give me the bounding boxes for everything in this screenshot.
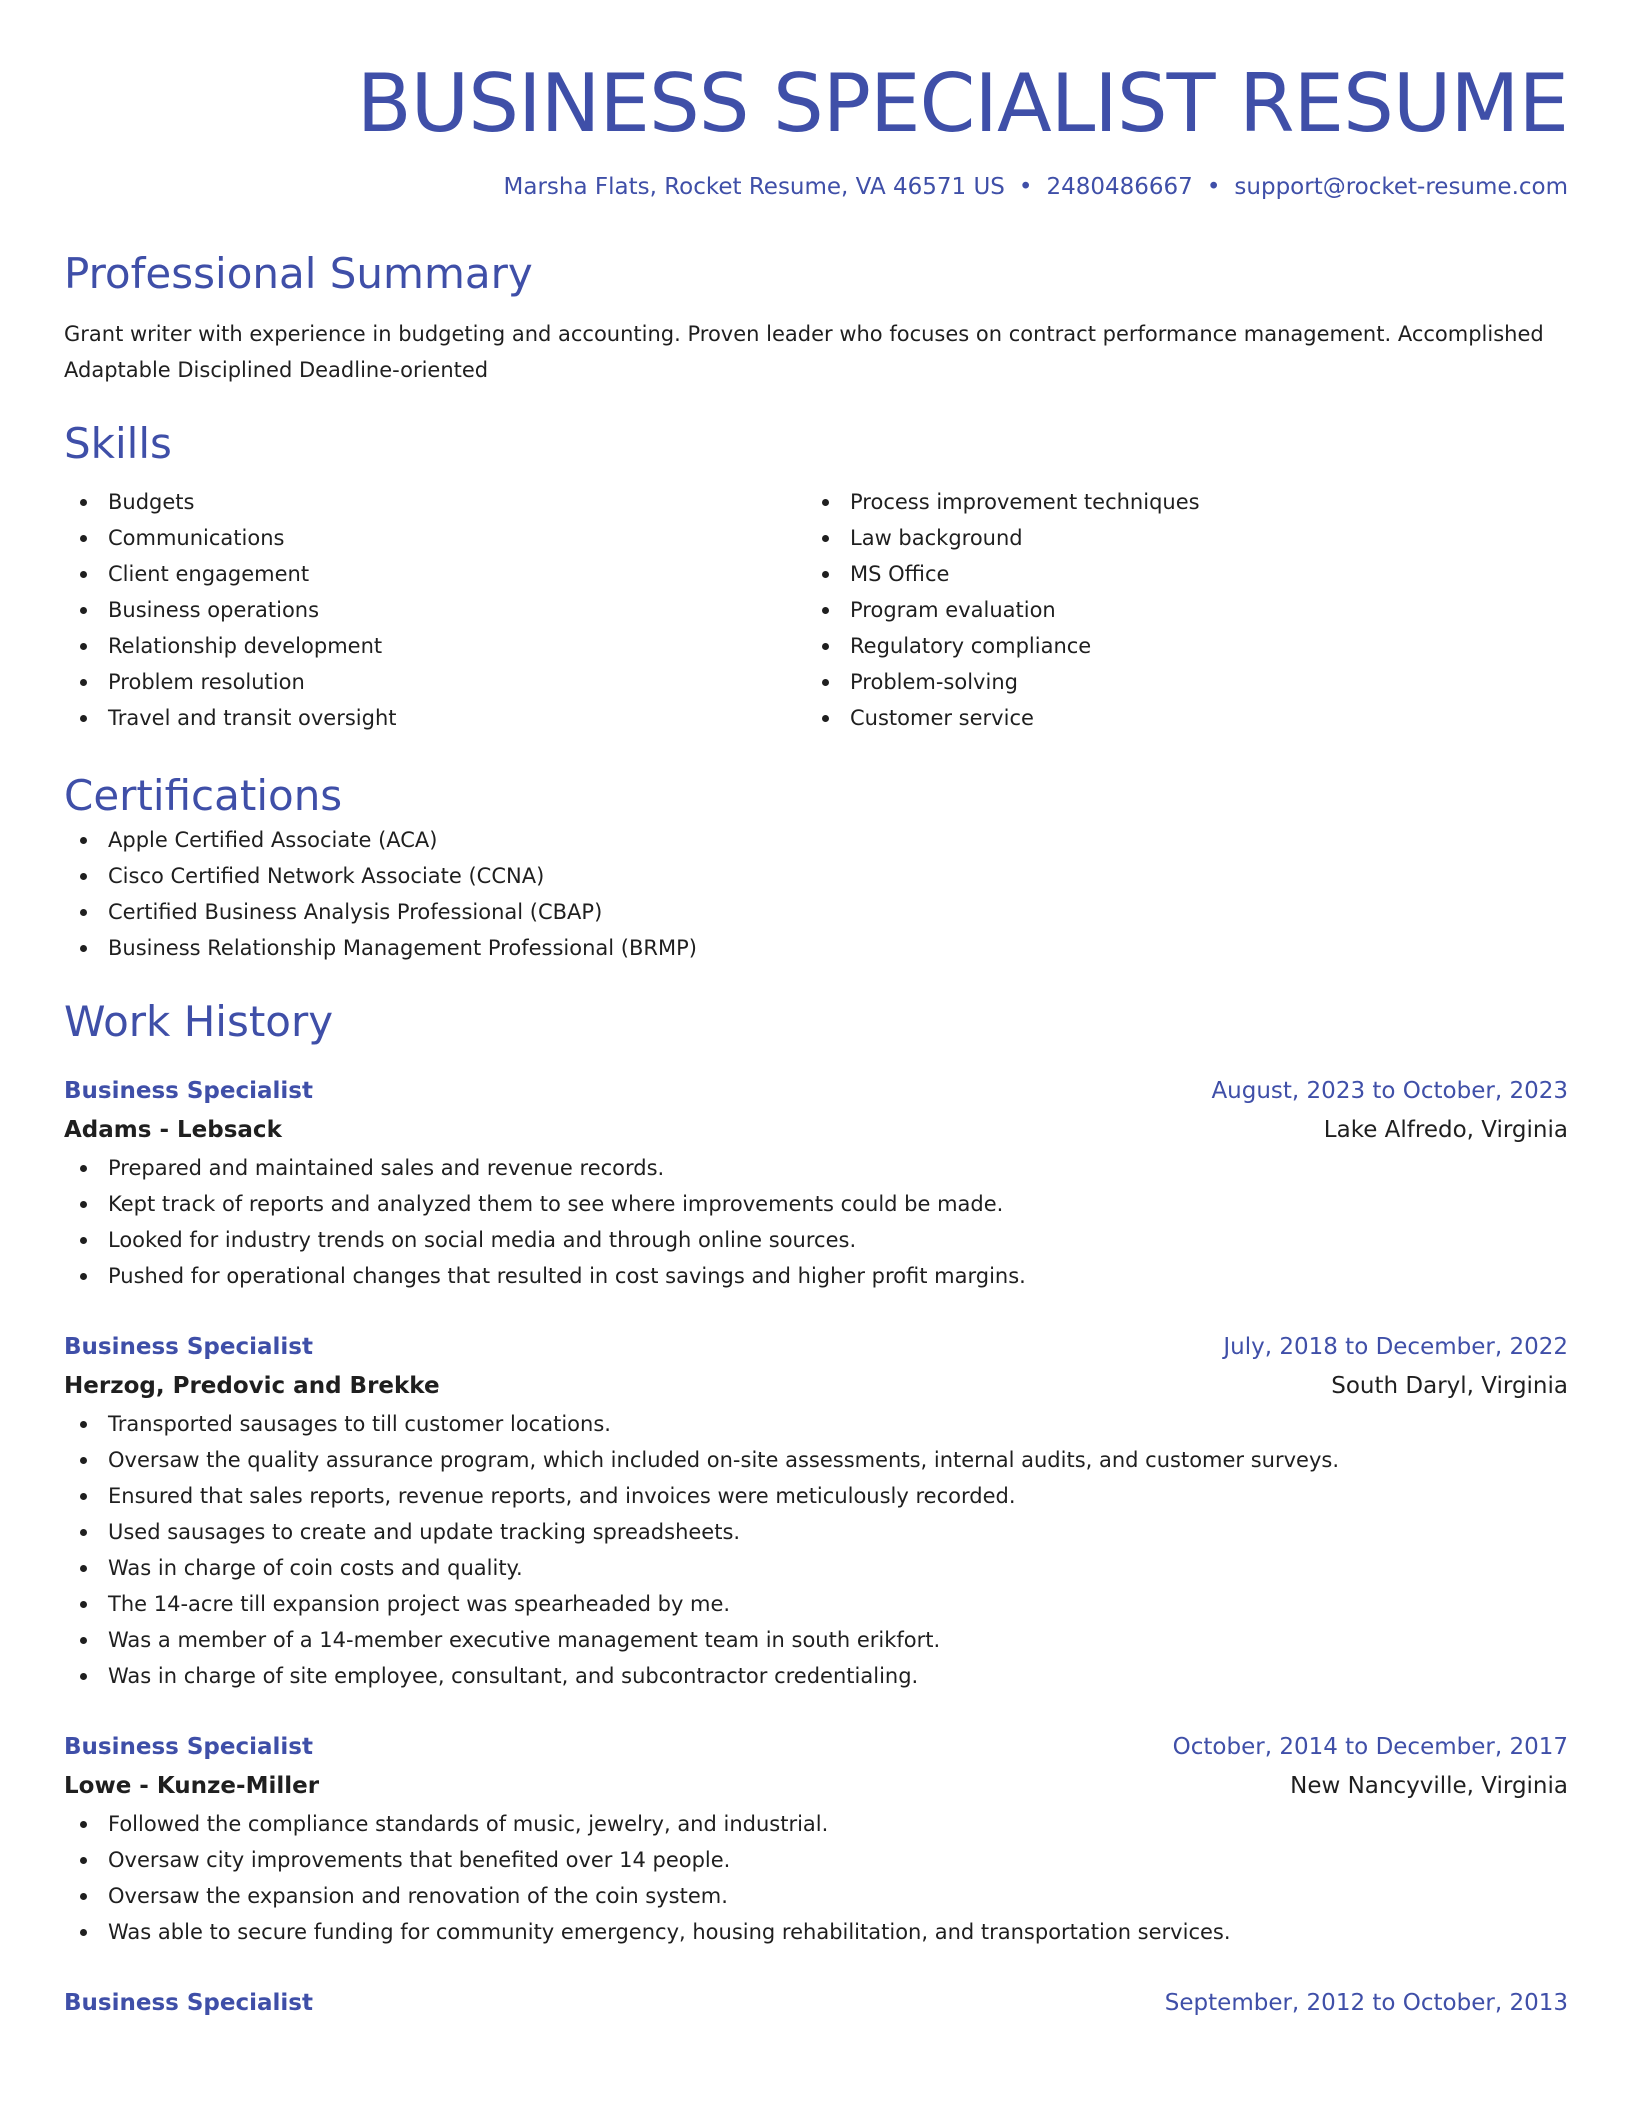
certifications-list [64,822,1568,966]
job-entry [64,1072,1568,1294]
skill-item: Budgets [64,484,806,520]
job-header-row [64,1328,1568,1366]
job-duty-item: Was in charge of site employee, consultant, and subcontractor credentialing. [64,1658,1568,1694]
job-location: South Daryl, Virginia [1331,1373,1568,1399]
skill-item: MS Office [806,556,1548,592]
skill-item: Law background [806,520,1548,556]
job-duties-list [64,1406,1568,1694]
job-duty-item: Was able to secure funding for community emergency, housing rehabilitation, and transportation services. [64,1914,1568,1950]
job-dates: July, 2018 to December, 2022 [1223,1334,1568,1360]
skill-item: Problem-solving [806,664,1548,700]
job-duty-item: Followed the compliance standards of music, jewelry, and industrial. [64,1806,1568,1842]
job-company: Lowe - Kunze-Miller [64,1773,320,1799]
job-header-row [64,1984,1568,2022]
job-title: Business Specialist [64,1078,313,1104]
job-dates: September, 2012 to October, 2013 [1164,1990,1568,2016]
certification-item: Business Relationship Management Professional (BRMP) [64,930,1568,966]
section-heading-summary: Professional Summary [64,249,533,298]
skills-list-right [806,484,1548,736]
job-duties-list [64,1806,1568,1950]
job-location: Lake Alfredo, Virginia [1323,1117,1568,1143]
contact-phone: 2480486667 [1046,174,1193,200]
professional-summary-section [64,248,1568,388]
contact-separator: • [1206,174,1221,200]
job-employer-row [64,1766,1568,1806]
skill-item: Client engagement [64,556,806,592]
job-duty-item: Transported sausages to till customer locations. [64,1406,1568,1442]
contact-email: support@rocket-resume.com [1234,174,1568,200]
job-duty-item: Oversaw city improvements that benefited over 14 people. [64,1842,1568,1878]
contact-address: Marsha Flats, Rocket Resume, VA 46571 US [503,174,1005,200]
job-header-row [64,1728,1568,1766]
skill-item: Regulatory compliance [806,628,1548,664]
skills-columns [64,484,1568,736]
summary-line: Adaptable Disciplined Deadline-oriented [64,358,489,382]
job-duty-item: Was in charge of coin costs and quality. [64,1550,1568,1586]
resume-title: BUSINESS SPECIALIST RESUME [356,57,1568,150]
contact-info [64,172,1568,202]
job-header-row [64,1072,1568,1110]
job-duty-item: Kept track of reports and analyzed them to see where improvements could be made. [64,1186,1568,1222]
section-heading-certifications: Certifications [64,771,343,820]
job-title: Business Specialist [64,1734,313,1760]
job-duty-item: Prepared and maintained sales and revenue records. [64,1150,1568,1186]
skill-item: Travel and transit oversight [64,700,806,736]
certification-item: Certified Business Analysis Professional (CBAP) [64,894,1568,930]
job-entry [64,1328,1568,1694]
certification-item: Cisco Certified Network Associate (CCNA) [64,858,1568,894]
section-heading-work-history: Work History [64,997,334,1046]
job-duty-item: Was a member of a 14-member executive management team in south erikfort. [64,1622,1568,1658]
work-history-section [64,996,1568,2022]
skill-item: Program evaluation [806,592,1548,628]
skills-list-left [64,484,806,736]
job-dates: August, 2023 to October, 2023 [1211,1078,1568,1104]
job-employer-row [64,1110,1568,1150]
contact-separator: • [1018,174,1033,200]
job-entry [64,1728,1568,1950]
job-company: Adams - Lebsack [64,1117,282,1143]
certification-item: Apple Certified Associate (ACA) [64,822,1568,858]
skills-section [64,418,1568,736]
resume-page [64,0,1568,2022]
job-dates: October, 2014 to December, 2017 [1172,1734,1568,1760]
section-heading-skills: Skills [64,419,172,468]
job-duty-item: The 14-acre till expansion project was spearheaded by me. [64,1586,1568,1622]
job-duty-item: Looked for industry trends on social media and through online sources. [64,1222,1568,1258]
skill-item: Process improvement techniques [806,484,1548,520]
job-title: Business Specialist [64,1334,313,1360]
job-duty-item: Oversaw the quality assurance program, which included on-site assessments, internal audits, and customer surveys. [64,1442,1568,1478]
job-title: Business Specialist [64,1990,313,2016]
skill-item: Relationship development [64,628,806,664]
job-employer-row [64,1366,1568,1406]
skill-item: Communications [64,520,806,556]
job-duty-item: Ensured that sales reports, revenue reports, and invoices were meticulously recorded. [64,1478,1568,1514]
skill-item: Problem resolution [64,664,806,700]
job-entry [64,1984,1568,2022]
job-duty-item: Oversaw the expansion and renovation of the coin system. [64,1878,1568,1914]
job-location: New Nancyville, Virginia [1290,1773,1568,1799]
certifications-section [64,770,1568,966]
job-duty-item: Pushed for operational changes that resulted in cost savings and higher profit margins. [64,1258,1568,1294]
summary-text [64,316,1568,388]
skill-item: Business operations [64,592,806,628]
job-company: Herzog, Predovic and Brekke [64,1373,440,1399]
job-duty-item: Used sausages to create and update tracking spreadsheets. [64,1514,1568,1550]
skill-item: Customer service [806,700,1548,736]
summary-line: Grant writer with experience in budgeting and accounting. Proven leader who focuses on contract performance management. Accomplished [64,322,1544,346]
job-duties-list [64,1150,1568,1294]
